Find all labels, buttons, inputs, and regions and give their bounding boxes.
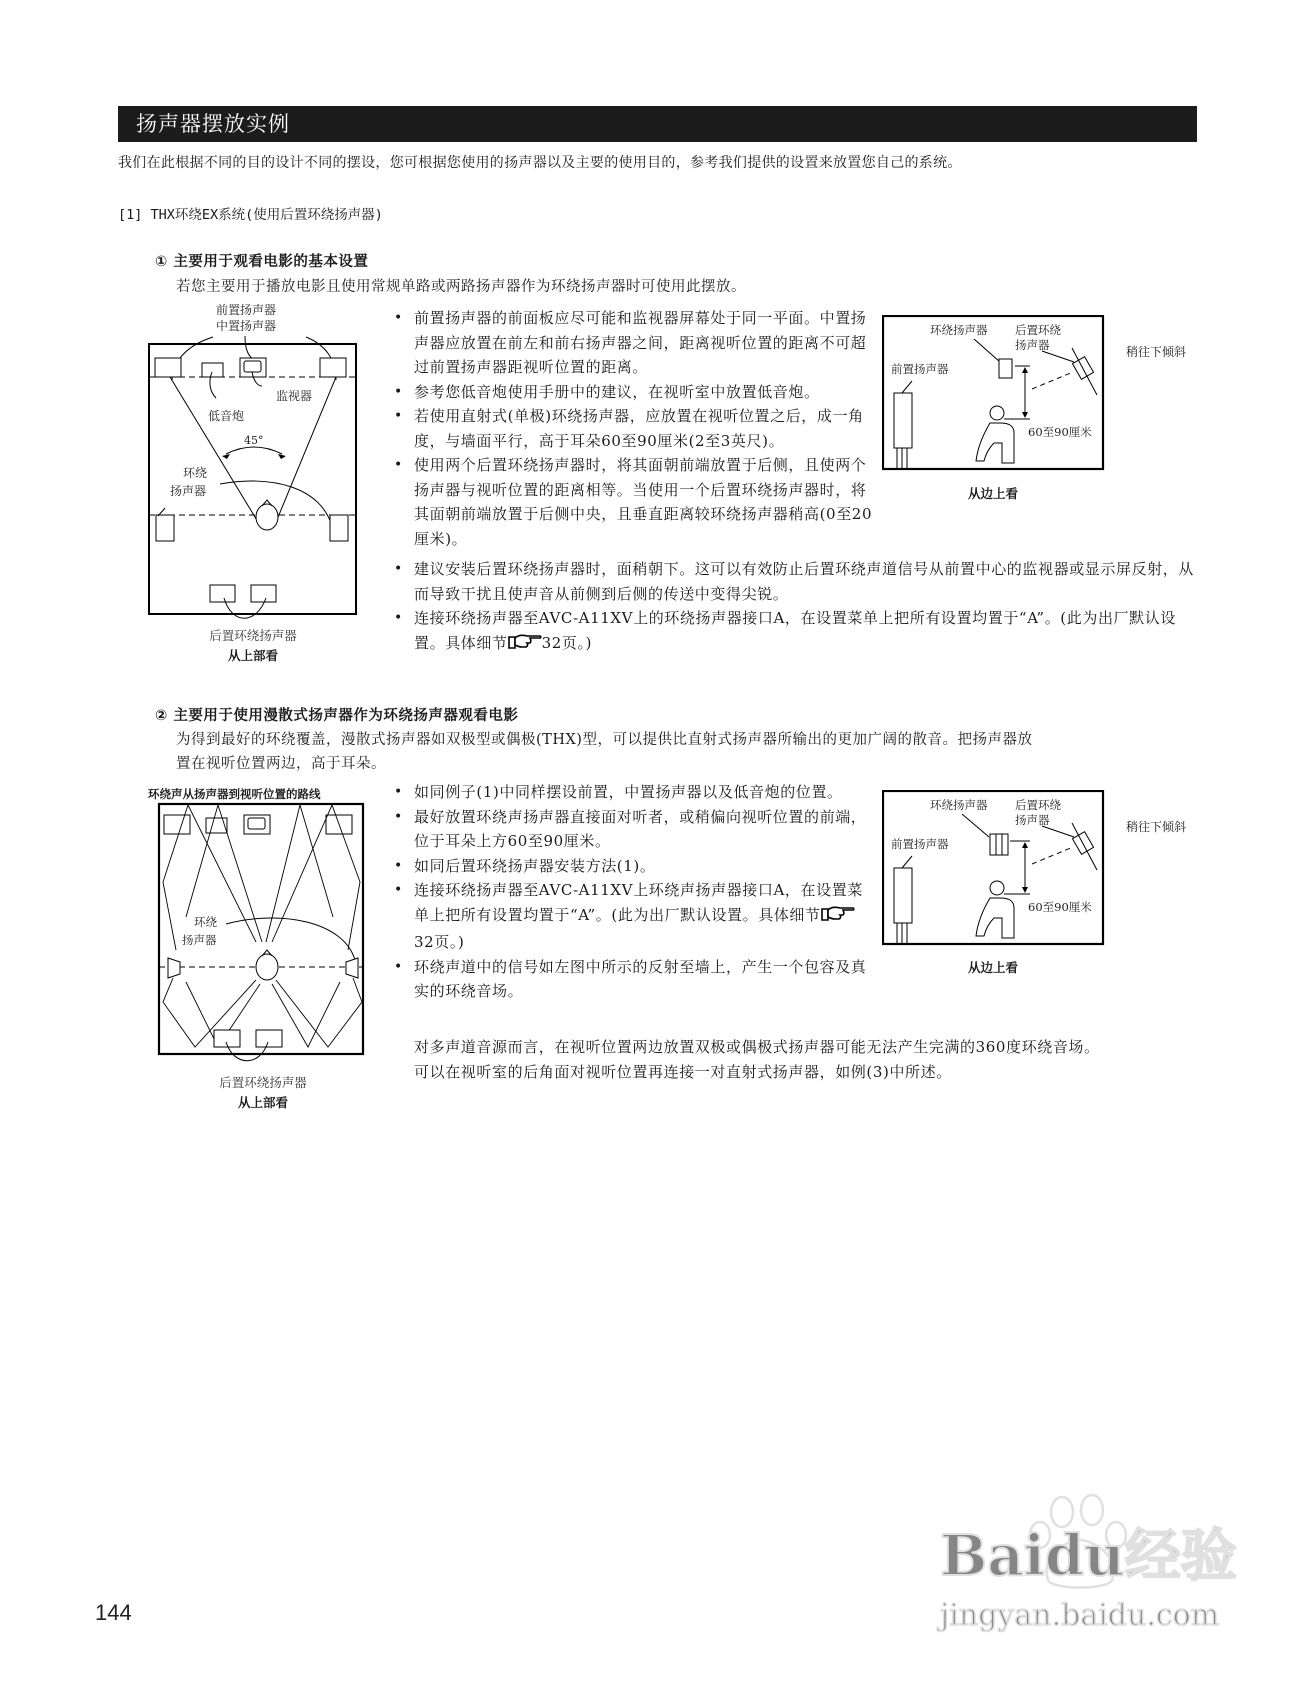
example2-diagram-header: 环绕声从扬声器到视听位置的路线 xyxy=(148,787,321,801)
bullet: • 环绕声道中的信号如左图中所示的反射至墙上，产生一个包容及真实的环绕音场。 xyxy=(392,955,874,1004)
example1-top-view-diagram xyxy=(148,300,358,645)
label-rear-surround-1: 后置环绕 xyxy=(1015,323,1061,337)
example2-side-view-diagram xyxy=(882,790,1117,950)
example1-bullets-wide xyxy=(392,557,1204,658)
bullet: • 如同例子(1)中同样摆设前置，中置扬声器以及低音炮的位置。 xyxy=(392,780,874,805)
label-surround-speaker: 环绕扬声器 xyxy=(930,798,988,812)
bullet-text: 连接环绕扬声器至AVC-A11XV上环绕声扬声器接口A，在设置菜单上把所有设置均置于“A”。(此为出厂默认设置。具体细节 xyxy=(414,881,863,924)
example2-top-view-label: 从上部看 xyxy=(237,1095,288,1110)
example1-top-view-label: 从上部看 xyxy=(227,648,278,663)
speaker-layout-side-view-icon xyxy=(882,315,1117,475)
label-front-speaker: 前置扬声器 xyxy=(891,362,949,376)
example1-description: 若您主要用于播放电影且使用常规单路或两路扬声器作为环绕扬声器时可使用此摆放。 xyxy=(176,279,746,295)
label-subwoofer: 低音炮 xyxy=(208,409,245,423)
page-reference: 32页。) xyxy=(414,933,465,951)
section-heading: [1] THX环绕EX系统(使用后置环绕扬声器) xyxy=(118,207,383,223)
label-angle: 45° xyxy=(244,434,264,447)
label-height: 60至90厘米 xyxy=(1028,425,1092,439)
label-front-speakers: 前置扬声器 xyxy=(215,303,277,317)
example1-side-view-diagram xyxy=(882,315,1117,475)
label-monitor: 监视器 xyxy=(276,389,313,403)
speaker-layout-side-view-icon xyxy=(882,790,1117,950)
bullet: • 前置扬声器的前面板应尽可能和监视器屏幕处于同一平面。中置扬声器应放置在前左和前右扬声器之间，距离视听位置的距离不可超过前置扬声器距视听位置的距离。 xyxy=(392,306,874,380)
label-tilt-down: 稍往下倾斜 xyxy=(1126,820,1187,834)
bullet-with-reference xyxy=(392,878,874,955)
bullet: • 如同后置环绕扬声器安装方法(1)。 xyxy=(392,854,874,879)
baidu-paw-logo-icon xyxy=(930,1490,1240,1640)
sound-reflection-paths-icon xyxy=(148,802,368,1070)
label-surround-line2: 扬声器 xyxy=(170,484,207,498)
label-rear-surround-1: 后置环绕 xyxy=(1015,798,1061,812)
example2-top-view-diagram xyxy=(148,802,368,1070)
example1-side-view-label: 从边上看 xyxy=(967,486,1018,501)
bullet: • 建议安装后置环绕扬声器时，面稍朝下。这可以有效防止后置环绕声道信号从前置中心的监视器或显示屏反射，从而导致干扰且使声音从前侧到后侧的传送中变得尖锐。 xyxy=(392,557,1204,606)
pointing-hand-icon xyxy=(821,905,855,931)
bullet: • 参考您低音炮使用手册中的建议，在视听室中放置低音炮。 xyxy=(392,380,874,405)
intro-paragraph: 我们在此根据不同的目的设计不同的摆设，您可根据您使用的扬声器以及主要的使用目的，参考我们提供的设置来放置您自己的系统。 xyxy=(118,155,962,171)
pointing-hand-icon xyxy=(508,633,542,659)
example2-description-line1: 为得到最好的环绕覆盖，漫散式扬声器如双极型或偶极(THX)型，可以提供比直射式扬声器所输出的更加广阔的散音。把扬声器放 xyxy=(176,732,1033,748)
label-surround-line2: 扬声器 xyxy=(182,933,217,947)
label-center-speaker: 中置扬声器 xyxy=(215,319,277,333)
label-tilt-down: 稍往下倾斜 xyxy=(1126,345,1187,359)
label-rear-surround-2: 扬声器 xyxy=(1015,338,1050,352)
bullet: • 若使用直射式(单极)环绕扬声器，应放置在视听位置之后，成一角度，与墙面平行，高于耳朵60至90厘米(2至3英尺)。 xyxy=(392,404,874,453)
bullet-with-reference xyxy=(392,606,1204,658)
note-line: 对多声道音源而言，在视听位置两边放置双极或偶极式扬声器可能无法产生完满的360度环绕音场。 xyxy=(414,1038,1100,1056)
example1-bullets xyxy=(392,306,874,551)
example2-bullets xyxy=(392,780,874,1004)
label-height: 60至90厘米 xyxy=(1028,900,1092,914)
page-reference: 32页。) xyxy=(541,633,593,652)
baidu-watermark xyxy=(930,1490,1240,1640)
bullet: • 最好放置环绕声扬声器直接面对听者，或稍偏向视听位置的前端，位于耳朵上方60至90厘米。 xyxy=(392,805,874,854)
watermark-url: jingyan.baidu.com xyxy=(940,1598,1220,1633)
example2-title: ② 主要用于使用漫散式扬声器作为环绕扬声器观看电影 xyxy=(155,708,519,724)
label-rear-surround-2: 扬声器 xyxy=(1015,813,1050,827)
speaker-layout-top-view-icon xyxy=(148,300,358,645)
page-title: 扬声器摆放实例 xyxy=(118,106,1197,142)
example1-top-caption: 后置环绕扬声器 xyxy=(209,628,297,643)
label-front-speaker: 前置扬声器 xyxy=(891,837,949,851)
example2-note xyxy=(414,1035,1100,1084)
label-surround-speaker: 环绕扬声器 xyxy=(930,323,988,337)
example2-side-view-label: 从边上看 xyxy=(967,960,1018,975)
note-line: 可以在视听室的后角面对视听位置再连接一对直射式扬声器，如例(3)中所述。 xyxy=(414,1062,952,1081)
example2-description-line2: 置在视听位置两边，高于耳朵。 xyxy=(176,756,386,772)
watermark-brand: Baidu经验 xyxy=(940,1523,1237,1589)
bullet: • 使用两个后置环绕扬声器时，将其面朝前端放置于后侧，且使两个扬声器与视听位置的距离相等。当使用一个后置环绕扬声器时，将其面朝前端放置于后侧中央，且垂直距离较环绕扬声器稍高(0至20厘米)。 xyxy=(392,453,874,551)
page-number: 144 xyxy=(95,1600,132,1625)
example2-top-caption: 后置环绕扬声器 xyxy=(219,1075,307,1090)
example1-title: ① 主要用于观看电影的基本设置 xyxy=(155,254,369,270)
label-surround-line1: 环绕 xyxy=(194,915,217,929)
bullet-text: 连接环绕扬声器至AVC-A11XV上的环绕扬声器接口A，在设置菜单上把所有设置均置于“A”。(此为出厂默认设置。具体细节 xyxy=(414,609,1176,652)
label-surround-line1: 环绕 xyxy=(183,466,208,480)
